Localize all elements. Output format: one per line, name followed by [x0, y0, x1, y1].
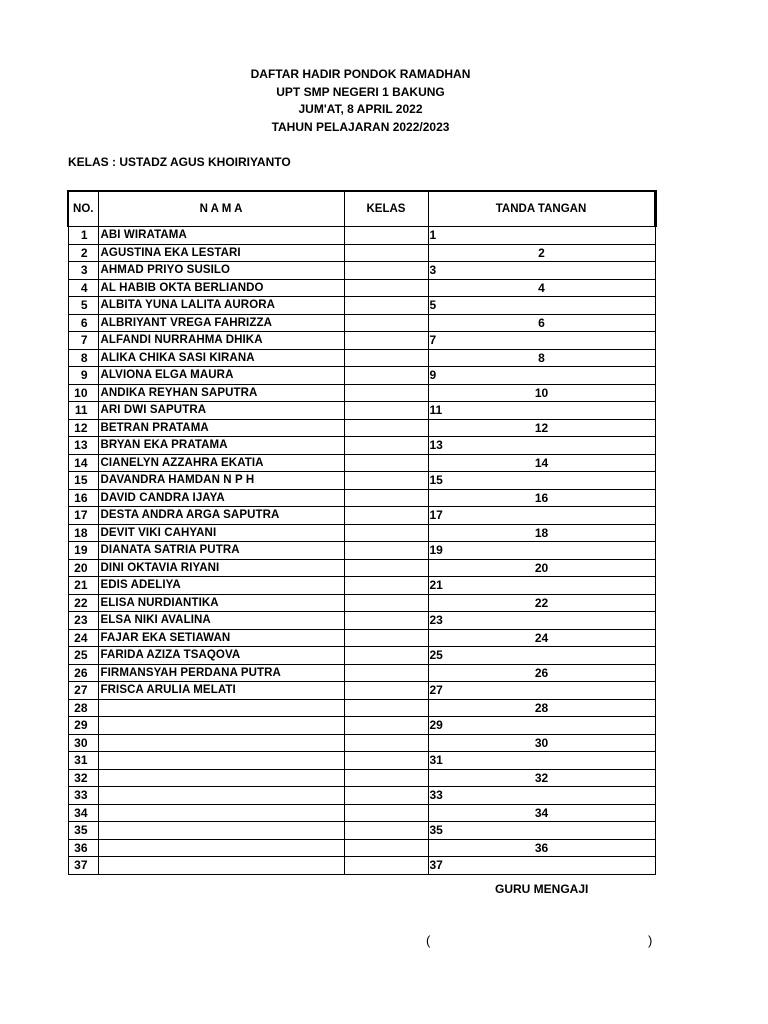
table-row [68, 349, 655, 367]
student-name [98, 734, 344, 752]
student-class [344, 367, 428, 385]
row-number: 7 [68, 332, 98, 350]
student-name [98, 769, 344, 787]
student-name: ALBITA YUNA LALITA AURORA [98, 297, 344, 315]
table-body [68, 227, 655, 875]
signature-cell [428, 524, 655, 542]
signature-number: 2 [538, 245, 545, 260]
signature-number: 23 [429, 613, 443, 628]
signature-cell [428, 542, 655, 560]
signature-cell [428, 472, 655, 490]
student-class [344, 437, 428, 455]
row-number: 2 [68, 244, 98, 262]
table-row [68, 227, 655, 245]
table-row [68, 769, 655, 787]
student-name [98, 804, 344, 822]
signature-cell [428, 734, 655, 752]
row-number: 18 [68, 524, 98, 542]
table-row [68, 734, 655, 752]
table-row [68, 244, 655, 262]
table-row [68, 419, 655, 437]
signature-number: 16 [534, 490, 549, 505]
signature-cell [428, 612, 655, 630]
student-class [344, 507, 428, 525]
signature-cell [428, 629, 655, 647]
signature-cell [428, 752, 655, 770]
student-name [98, 752, 344, 770]
signature-number: 26 [534, 665, 549, 680]
student-name: DEVIT VIKI CAHYANI [98, 524, 344, 542]
row-number: 28 [68, 699, 98, 717]
column-header-tanda-tangan: TANDA TANGAN [428, 191, 655, 227]
table-row [68, 857, 655, 875]
table-row [68, 629, 655, 647]
signature-number: 30 [534, 735, 549, 750]
table-row [68, 489, 655, 507]
student-name [98, 839, 344, 857]
table-row [68, 507, 655, 525]
signature-number: 18 [534, 525, 549, 540]
table-row [68, 699, 655, 717]
table-row [68, 647, 655, 665]
row-number: 27 [68, 682, 98, 700]
student-class [344, 454, 428, 472]
student-class [344, 262, 428, 280]
student-class [344, 804, 428, 822]
signature-number: 15 [429, 473, 443, 488]
student-name: ANDIKA REYHAN SAPUTRA [98, 384, 344, 402]
row-number: 36 [68, 839, 98, 857]
signature-cell [428, 577, 655, 595]
student-name: FIRMANSYAH PERDANA PUTRA [98, 664, 344, 682]
student-class [344, 489, 428, 507]
student-class [344, 839, 428, 857]
signature-open-paren: ( [426, 933, 431, 948]
signature-cell [428, 384, 655, 402]
table-row [68, 612, 655, 630]
table-row [68, 472, 655, 490]
signature-cell [428, 314, 655, 332]
signature-cell [428, 804, 655, 822]
signature-number: 27 [429, 683, 443, 698]
table-row [68, 664, 655, 682]
signature-number: 31 [429, 753, 443, 768]
signature-cell [428, 297, 655, 315]
signature-number: 19 [429, 543, 443, 558]
signature-cell [428, 717, 655, 735]
signature-cell [428, 279, 655, 297]
student-class [344, 297, 428, 315]
signature-number: 6 [538, 315, 545, 330]
signature-cell [428, 349, 655, 367]
row-number: 26 [68, 664, 98, 682]
row-number: 8 [68, 349, 98, 367]
document-header [68, 66, 653, 136]
signature-cell [428, 367, 655, 385]
student-class [344, 402, 428, 420]
table-row [68, 752, 655, 770]
row-number: 6 [68, 314, 98, 332]
row-number: 9 [68, 367, 98, 385]
table-row [68, 717, 655, 735]
student-class [344, 577, 428, 595]
column-header-kelas: KELAS [344, 191, 428, 227]
student-name: DAVANDRA HAMDAN N P H [98, 472, 344, 490]
signature-close-paren: ) [648, 933, 653, 948]
table-row [68, 594, 655, 612]
student-name: DAVID CANDRA IJAYA [98, 489, 344, 507]
signature-cell [428, 244, 655, 262]
student-name: FRISCA ARULIA MELATI [98, 682, 344, 700]
row-number: 23 [68, 612, 98, 630]
row-number: 21 [68, 577, 98, 595]
student-class [344, 752, 428, 770]
row-number: 29 [68, 717, 98, 735]
row-number: 1 [68, 227, 98, 245]
signature-number: 24 [534, 630, 549, 645]
signature-number: 22 [534, 595, 549, 610]
student-class [344, 559, 428, 577]
signature-number: 37 [429, 858, 443, 873]
signature-cell [428, 822, 655, 840]
student-name: BRYAN EKA PRATAMA [98, 437, 344, 455]
signature-cell [428, 489, 655, 507]
student-name: ELSA NIKI AVALINA [98, 612, 344, 630]
student-name: ALVIONA ELGA MAURA [98, 367, 344, 385]
row-number: 37 [68, 857, 98, 875]
signature-number: 8 [538, 350, 545, 365]
student-name [98, 717, 344, 735]
row-number: 11 [68, 402, 98, 420]
student-class [344, 647, 428, 665]
student-name: ALIKA CHIKA SASI KIRANA [98, 349, 344, 367]
student-name: AGUSTINA EKA LESTARI [98, 244, 344, 262]
row-number: 33 [68, 787, 98, 805]
signature-cell [428, 647, 655, 665]
signature-number: 1 [429, 228, 437, 243]
signature-cell [428, 787, 655, 805]
signature-number: 32 [534, 770, 549, 785]
student-name: EDIS ADELIYA [98, 577, 344, 595]
signature-cell [428, 559, 655, 577]
signature-number: 35 [429, 823, 443, 838]
row-number: 31 [68, 752, 98, 770]
row-number: 34 [68, 804, 98, 822]
signature-number: 9 [429, 368, 437, 383]
student-class [344, 822, 428, 840]
table-row [68, 839, 655, 857]
row-number: 30 [68, 734, 98, 752]
table-row [68, 402, 655, 420]
student-class [344, 349, 428, 367]
row-number: 16 [68, 489, 98, 507]
row-number: 13 [68, 437, 98, 455]
signature-cell [428, 227, 655, 245]
student-name: DINI OKTAVIA RIYANI [98, 559, 344, 577]
signature-cell [428, 507, 655, 525]
row-number: 14 [68, 454, 98, 472]
student-class [344, 857, 428, 875]
table-row [68, 559, 655, 577]
signature-number: 36 [534, 840, 549, 855]
student-name: ARI DWI SAPUTRA [98, 402, 344, 420]
table-row [68, 804, 655, 822]
table-header-row [68, 191, 655, 227]
signature-cell [428, 594, 655, 612]
row-number: 10 [68, 384, 98, 402]
student-name [98, 822, 344, 840]
student-class [344, 734, 428, 752]
student-class [344, 594, 428, 612]
signature-number: 3 [429, 263, 437, 278]
row-number: 35 [68, 822, 98, 840]
student-name: ABI WIRATAMA [98, 227, 344, 245]
signature-cell [428, 454, 655, 472]
student-class [344, 682, 428, 700]
row-number: 32 [68, 769, 98, 787]
signature-number: 12 [534, 420, 549, 435]
student-name: ALBRIYANT VREGA FAHRIZZA [98, 314, 344, 332]
student-class [344, 384, 428, 402]
student-name: DESTA ANDRA ARGA SAPUTRA [98, 507, 344, 525]
student-name: FAJAR EKA SETIAWAN [98, 629, 344, 647]
row-number: 22 [68, 594, 98, 612]
row-number: 12 [68, 419, 98, 437]
student-class [344, 524, 428, 542]
row-number: 15 [68, 472, 98, 490]
student-class [344, 629, 428, 647]
student-class [344, 787, 428, 805]
signature-cell [428, 682, 655, 700]
signature-number: 33 [429, 788, 443, 803]
signature-number: 29 [429, 718, 443, 733]
signature-number: 5 [429, 298, 437, 313]
table-row [68, 822, 655, 840]
signature-cell [428, 437, 655, 455]
row-number: 5 [68, 297, 98, 315]
column-header-no: NO. [68, 191, 98, 227]
table-row [68, 524, 655, 542]
row-number: 4 [68, 279, 98, 297]
student-class [344, 227, 428, 245]
student-class [344, 542, 428, 560]
signature-number: 34 [534, 805, 549, 820]
student-name [98, 699, 344, 717]
signature-cell [428, 664, 655, 682]
table-row [68, 262, 655, 280]
row-number: 24 [68, 629, 98, 647]
student-name: AHMAD PRIYO SUSILO [98, 262, 344, 280]
signature-cell [428, 839, 655, 857]
column-header-nama: N A M A [98, 191, 344, 227]
table-row [68, 542, 655, 560]
student-class [344, 769, 428, 787]
student-class [344, 664, 428, 682]
signature-cell [428, 857, 655, 875]
student-name [98, 787, 344, 805]
header-academic-year: TAHUN PELAJARAN 2022/2023 [271, 119, 450, 134]
row-number: 19 [68, 542, 98, 560]
signature-cell [428, 402, 655, 420]
signature-label: GURU MENGAJI [495, 882, 589, 896]
student-class [344, 612, 428, 630]
student-class [344, 717, 428, 735]
signature-number: 10 [534, 385, 549, 400]
student-class [344, 699, 428, 717]
header-title: DAFTAR HADIR PONDOK RAMADHAN [250, 67, 471, 81]
table-row [68, 437, 655, 455]
signature-number: 21 [429, 578, 443, 593]
student-name: DIANATA SATRIA PUTRA [98, 542, 344, 560]
row-number: 3 [68, 262, 98, 280]
student-class [344, 472, 428, 490]
signature-number: 13 [429, 438, 443, 453]
table-row [68, 682, 655, 700]
signature-cell [428, 332, 655, 350]
attendance-table [67, 190, 657, 875]
signature-number: 11 [429, 403, 443, 418]
table-row [68, 332, 655, 350]
student-class [344, 314, 428, 332]
table-row [68, 454, 655, 472]
row-number: 25 [68, 647, 98, 665]
student-name: CIANELYN AZZAHRA EKATIA [98, 454, 344, 472]
signature-cell [428, 419, 655, 437]
signature-cell [428, 769, 655, 787]
student-class [344, 279, 428, 297]
student-class [344, 244, 428, 262]
student-name: AL HABIB OKTA BERLIANDO [98, 279, 344, 297]
table-row [68, 367, 655, 385]
table-row [68, 787, 655, 805]
signature-number: 25 [429, 648, 443, 663]
signature-cell [428, 699, 655, 717]
signature-number: 20 [534, 560, 549, 575]
student-class [344, 332, 428, 350]
signature-number: 14 [534, 455, 549, 470]
signature-number: 4 [538, 280, 545, 295]
table-row [68, 279, 655, 297]
table-row [68, 297, 655, 315]
signature-number: 7 [429, 333, 437, 348]
table-row [68, 577, 655, 595]
student-name: BETRAN PRATAMA [98, 419, 344, 437]
student-name: ALFANDI NURRAHMA DHIKA [98, 332, 344, 350]
table-row [68, 314, 655, 332]
student-name: FARIDA AZIZA TSAQOVA [98, 647, 344, 665]
row-number: 20 [68, 559, 98, 577]
header-date: JUM'AT, 8 APRIL 2022 [298, 102, 423, 117]
signature-number: 17 [429, 508, 443, 523]
table-row [68, 384, 655, 402]
row-number: 17 [68, 507, 98, 525]
header-school: UPT SMP NEGERI 1 BAKUNG [276, 84, 445, 99]
student-name: ELISA NURDIANTIKA [98, 594, 344, 612]
signature-cell [428, 262, 655, 280]
signature-number: 28 [534, 700, 549, 715]
class-teacher-line: KELAS : USTADZ AGUS KHOIRIYANTO [68, 155, 291, 169]
student-name [98, 857, 344, 875]
student-class [344, 419, 428, 437]
